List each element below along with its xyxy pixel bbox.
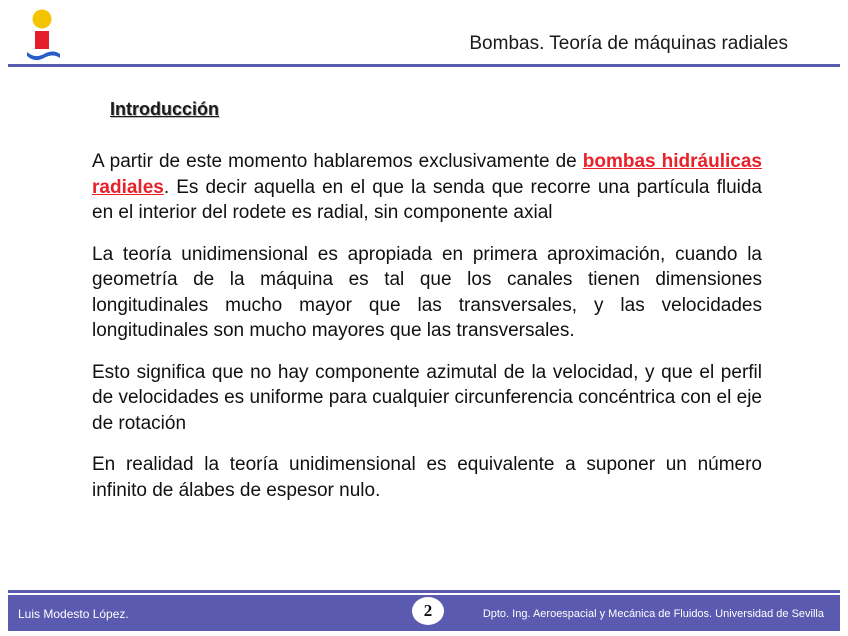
header-title: Bombas. Teoría de máquinas radiales xyxy=(469,33,788,54)
paragraph-1-text-end: . Es decir aquella en el que la senda que recorre una partícula fluida en el interior del rodete es radial, sin componente axial xyxy=(92,176,762,223)
section-title: Introducción xyxy=(110,99,219,119)
footer-author: Luis Modesto López. xyxy=(18,607,129,621)
page-number: 2 xyxy=(412,597,444,625)
paragraph-2: La teoría unidimensional es apropiada en primera aproximación, cuando la geometría de la máquina es tal que los canales tienen dimensiones longitudinales mucho mayor que las transversales, y las velocidades longitudinales son mucho mayores que las transversales. xyxy=(92,243,762,341)
footer-divider xyxy=(8,590,840,593)
university-logo-icon xyxy=(22,8,66,64)
paragraph-3: Esto significa que no hay componente azimutal de la velocidad, y que el perfil de velocidades es uniforme para cualquier circunferencia concéntrica con el eje de rotación xyxy=(92,361,762,434)
header-divider xyxy=(8,64,840,67)
paragraph-1 xyxy=(92,149,762,226)
slide-body xyxy=(92,149,762,519)
paragraph-1-text-start: A partir de este momento hablaremos exclusivamente de xyxy=(92,151,583,172)
footer-department: Dpto. Ing. Aeroespacial y Mecánica de Fluidos. Universidad de Sevilla xyxy=(482,608,824,620)
highlighted-term: bombas hidráulicas radiales xyxy=(92,151,762,198)
paragraph-4: En realidad la teoría unidimensional es equivalente a suponer un número infinito de álabes de espesor nulo. xyxy=(92,454,762,501)
